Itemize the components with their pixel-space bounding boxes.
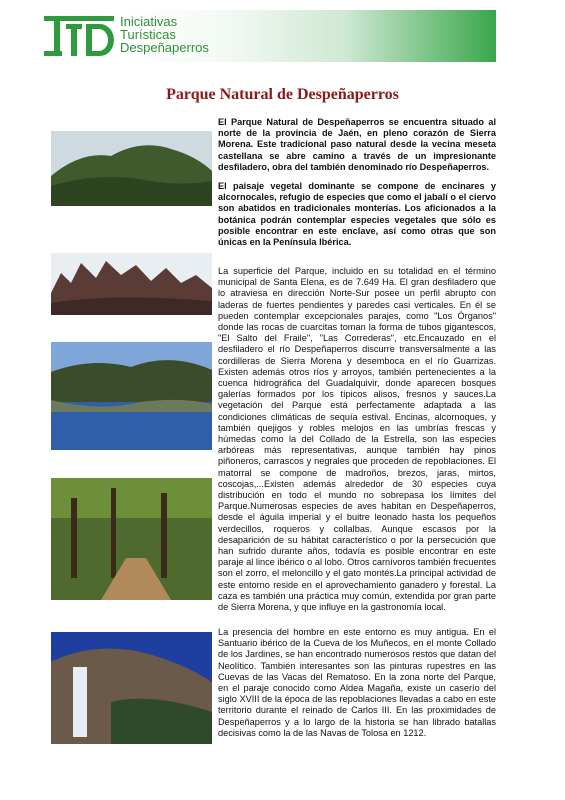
page-title: Parque Natural de Despeñaperros: [166, 86, 399, 103]
body-text: [218, 266, 496, 621]
logo-line-1: Iniciativas: [120, 14, 178, 29]
rocky-ridge-photo: [51, 253, 212, 315]
history-text: [218, 627, 496, 747]
logo-line-3: Despeñaperros: [120, 40, 209, 55]
logo-line-2: Turísticas: [120, 27, 176, 42]
body-paragraph: La superficie del Parque, incluido en su totalidad en el término municipal de Santa Elena, es de 7.649 Ha. El gran desfiladero que lo atraviesa en dirección Norte-Sur posee un perfil abrupto con laderas de fuertes pendientes y paredes casi verticales. En él se pueden contemplar excepcionales parajes, como "Los Órganos" donde las rocas de cuarcitas toman la forma de tubos gigantescos, "El Salto del Fraile", "Las Correderas", etc.Encauzado en el desfiladero el río Despeñaperros discurre transversalmente a las cordilleras de Sierra Morena y desemboca en el río Guarrizas. Existen además otros ríos y arroyos, también pertenecientes a la cuenca hidrográfica del Guadalquivir, donde aparecen bosques galerías formados por los típicos alisos, fresnos y sauces.La vegetación del Parque está perfectamente adaptada a las condiciones climáticas de sequía estival. Encinas, alcornoques, y también quejigos y robles melojos en las umbrías frescas y húmedas como la del Collado de la Estrella, son las especies arbóreas más representativas, aunque también hay pinos piñoneros, carrascos y negrales que proceden de repoblaciones. El matorral se compone de madroños, brezos, jaras, mirtos, coscojas,...Existen además alrededor de 30 especies cuya distribución en todo el mundo no sobrepasa los límites del Parque.Numerosas especies de aves habitan en Despeñaperros, desde el águila imperial y el buitre leonado hasta los pequeños verdecillos, roqueros y collalbas. Aunque escasos por la desaparición de su hábitat característico o por la persecución que han sufrido durante años, todavía es posible encontrar en este paraje al lince ibérico o al lobo. Otros carnívoros también frecuentes son el zorro, el meloncillo y el gato montés.La principal actividad de este entorno reside en el aprovechamiento ganadero y forestal. La caza es también una práctica muy común, extendida por gran parte de Sierra Morena, y que influye en la gastronomía local.: [218, 266, 496, 613]
itd-logo-icon: [44, 16, 114, 56]
logo-text: [120, 15, 209, 54]
intro-paragraph-2: El paisaje vegetal dominante se compone de encinares y alcornocales, refugio de especies que como el jabalí o el ciervo son abatidos en tradicionales monterías. Los aficionados a la botánica podrán contemplar especies vegetales que sólo es posible encontrar en este enclave, así como otras que son únicas en la Península Ibérica.: [218, 181, 496, 248]
mountain-photo: [51, 131, 212, 206]
forest-path-photo: [51, 478, 212, 600]
river-photo: [51, 342, 212, 450]
waterfall-photo: [51, 632, 212, 744]
history-paragraph: La presencia del hombre en este entorno es muy antigua. En el Santuario ibérico de la Cueva de los Muñecos, en el monte Collado de los Jardines, se han encontrado numerosos restos que datan del Neolítico. También interesantes son las pinturas rupestres en las Cuevas de las Vacas del Rematoso. En la zona norte del Parque, en el paraje conocido como Aldea Magaña, existe un caserío del siglo XVIII de la época de las repoblaciones llevadas a cabo en este territorio durante el reinado de Carlos III. En las proximidades de Despeñaperros y a lo largo de la historia se han librado batallas decisivas como la de las Navas de Tolosa en 1212.: [218, 627, 496, 738]
intro-text: [218, 117, 496, 256]
intro-paragraph-1: El Parque Natural de Despeñaperros se encuentra situado al norte de la provincia de Jaén, en pleno corazón de Sierra Morena. Este tradicional paso natural desde la vecina meseta castellana se abre camino a través de un impresionante desfiladero, obra del también denominado río Despeñaperros.: [218, 117, 496, 172]
